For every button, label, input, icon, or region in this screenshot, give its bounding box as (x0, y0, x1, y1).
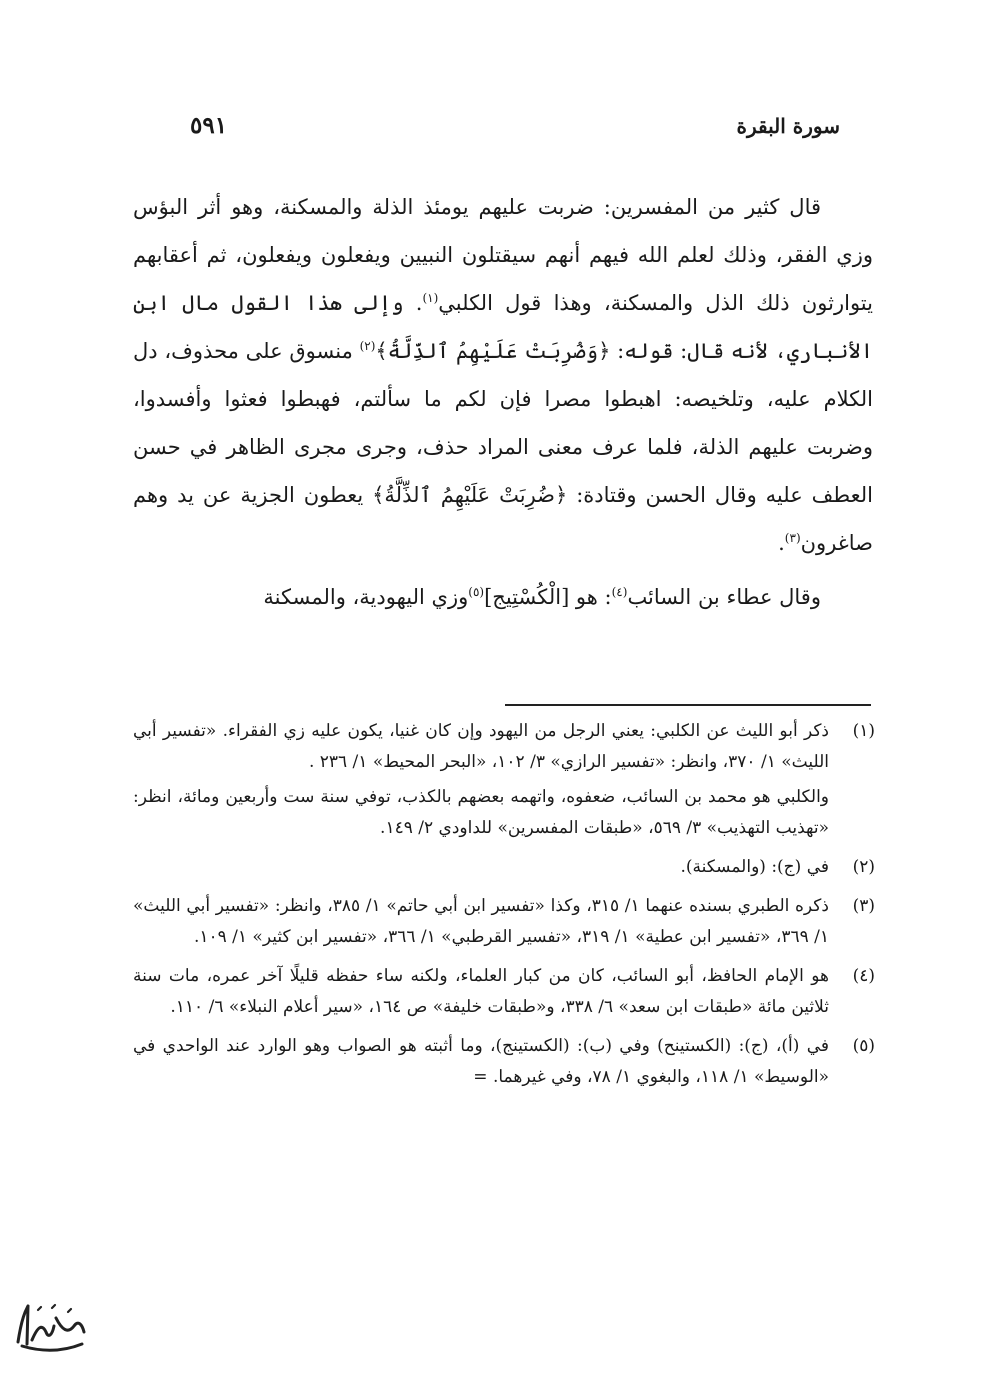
footnote-text: والكلبي هو محمد بن السائب، ضعفوه، واتهمه بعضهم بالكذب، توفي سنة ست وأربعين ومائة، انظر: «تهذيب التهذيب» ٣/ ٥٦٩، «طبقات المفسرين» للداودي ٢/ ١٤٩. (133, 787, 829, 838)
footnote-marker: (٢) (852, 857, 875, 877)
footnote-4 (133, 961, 875, 1023)
footnotes (133, 716, 875, 1093)
footnote-ref-5[interactable]: (٥) (468, 585, 485, 599)
paragraph-2 (133, 573, 873, 621)
paragraph-2-text-b: : هو [الْكُسْتِيج] (484, 585, 612, 609)
footnote-ref-1[interactable]: (١) (422, 291, 439, 305)
surah-title: سورة البقرة (736, 114, 840, 138)
footnote-ref-3[interactable]: (٣) (784, 531, 801, 545)
paragraph-1-text-a: قال كثير من المفسرين: ضربت عليهم يومئذ الذلة والمسكنة، وهو أثر البؤس وزي الفقر، وذلك لعلم الله فيهم أنهم سيقتلون النبيين ويفعلون ويفعلون، ثم أعقابهم يتوارثون ذلك الذل والمسكنة، وهذا قول الكلبي (133, 195, 873, 315)
footnote-5 (133, 1031, 875, 1093)
page-header (190, 112, 840, 152)
footnote-ref-2[interactable]: (٢) (359, 339, 376, 353)
footnote-2 (133, 852, 875, 883)
footnote-text: في (أ)، (ج): (الكستينح) وفي (ب): (الكستينج)، وما أثبته هو الصواب وهو الوارد عند الواحدي في «الوسيط» ١/ ١١٨، والبغوي ١/ ٧٨، وفي غيرهما. = (133, 1036, 829, 1087)
paragraph-1-text-d: . (778, 531, 785, 555)
paragraph-2-text-a: وقال عطاء بن السائب (627, 585, 821, 609)
footnote-marker: (١) (852, 721, 875, 741)
footnote-text: هو الإمام الحافظ، أبو السائب، كان من كبار العلماء، ولكنه ساء حفظه قليلًا آخر عمره، مات سنة ثلاثين مائة «طبقات ابن سعد» ٦/ ٣٣٨، و«طبقات خليفة» ص ١٦٤، «سير أعلام النبلاء» ٦/ ١١٠. (133, 966, 829, 1017)
paragraph-1-text-c: منسوق على محذوف، دل الكلام عليه، وتلخيصه: اهبطوا مصرا فإن لكم ما سألتم، فهبطوا فعثوا وأفسدوا، وضربت عليهم الذلة، فلما عرف معنى المراد حذف، وجرى مجرى الظاهر في حسن العطف عليه وقال الحسن وقتادة: ﴿ضُرِبَتْ عَلَيْهِمُ ٱلذِّلَّةُ﴾ يعطون الجزية عن يد وهم صاغرون (133, 339, 873, 555)
page-number: ٥٩١ (190, 112, 228, 139)
main-text (133, 183, 873, 621)
footnote-marker: (٤) (852, 966, 875, 986)
footnote-ref-4[interactable]: (٤) (611, 585, 628, 599)
paragraph-1-text-b: . وإلى هذا القول مال ابن الأنباري، لأنه قال: قوله: ﴿وَضُرِبَتْ عَلَيْهِمُ ٱلذِّلَّةُ﴾ (133, 291, 873, 363)
footnote-3 (133, 891, 875, 953)
footnote-marker: (٥) (852, 1036, 875, 1056)
footnote-text: ذكره الطبري بسنده عنهما ١/ ٣١٥، وكذا «تفسير ابن أبي حاتم» ١/ ٣٨٥، وانظر: «تفسير أبي الليث» ١/ ٣٦٩، «تفسير ابن عطية» ١/ ٣١٩، «تفسير القرطبي» ١/ ٣٦٦، «تفسير ابن كثير» ١/ ١٠٩. (133, 896, 829, 947)
footnote-marker: (٣) (852, 896, 875, 916)
watermark-logo (12, 1296, 88, 1356)
footnote-separator (505, 704, 871, 706)
paragraph-2-text-c: وزي اليهودية، والمسكنة (263, 585, 469, 609)
footnote-1 (133, 716, 875, 844)
paragraph-1 (133, 183, 873, 567)
footnote-text: ذكر أبو الليث عن الكلبي: يعني الرجل من اليهود وإن كان غنيا، يكون عليه زي الفقراء. «تفسير أبي الليث» ١/ ٣٧٠، وانظر: «تفسير الرازي» ٣/ ١٠٢، «البحر المحيط» ١/ ٢٣٦ . (133, 721, 829, 772)
footnote-text: في (ج): (والمسكنة). (680, 857, 829, 877)
